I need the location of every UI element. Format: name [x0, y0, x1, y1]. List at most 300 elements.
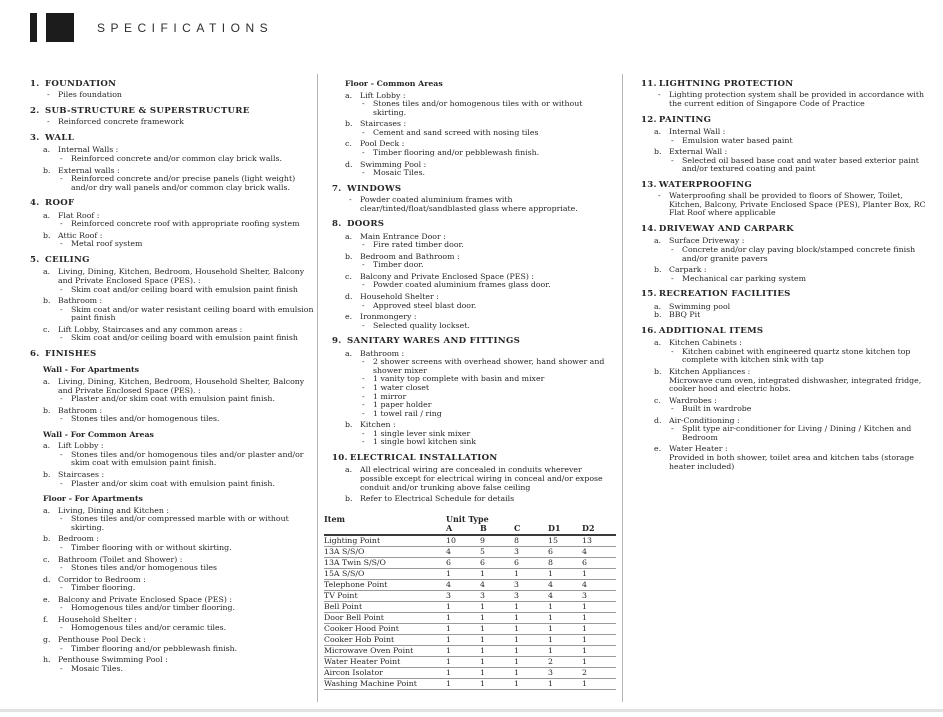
- table-cell: 1: [514, 656, 519, 666]
- table-cell: 15: [548, 535, 558, 545]
- section-number: 3.: [30, 133, 40, 144]
- table-cell: 4: [582, 579, 587, 589]
- item-letter: c.: [345, 271, 352, 281]
- dash-text: Emulsion water based paint: [682, 135, 793, 145]
- section-heading: [30, 199, 314, 208]
- item-letter: c.: [345, 139, 352, 149]
- table-cell: 1: [582, 601, 587, 611]
- table-cell: 3: [548, 667, 553, 677]
- table-cell: 3: [514, 579, 519, 589]
- table-cell: 1: [514, 634, 519, 644]
- table-cell: 1: [582, 568, 587, 578]
- dash-item: [332, 302, 616, 311]
- dash-marker: -: [60, 663, 63, 673]
- section-heading: [641, 80, 930, 89]
- table-cell: 1: [514, 623, 519, 633]
- item-letter: a.: [654, 236, 662, 246]
- item-letter: b.: [345, 494, 353, 504]
- plain-text: Provided in both shower, toilet area and kitchen tabs (storage heater included): [669, 453, 915, 471]
- item-label: Pool Deck :: [360, 139, 405, 149]
- item-letter: b.: [43, 230, 51, 240]
- dash-item: [332, 241, 616, 250]
- dash-marker: -: [671, 404, 674, 414]
- table-cell: 1: [514, 667, 519, 677]
- item-letter: a.: [345, 348, 353, 358]
- section-heading: [30, 256, 314, 265]
- section-heading: [641, 181, 930, 190]
- item-letter: d.: [654, 415, 662, 425]
- item-label: Swimming Pool :: [360, 159, 427, 169]
- section-title: WALL: [45, 133, 75, 144]
- dash-marker: -: [671, 155, 674, 165]
- dash-item: [332, 438, 616, 447]
- table-cell: 1: [582, 645, 587, 655]
- section-number: 10.: [332, 452, 348, 463]
- dash-text: Kitchen cabinet with engineered quartz stone kitchen top complete with kitchen sink with tap: [682, 346, 911, 365]
- table-cell: 1: [480, 612, 485, 622]
- table-row: [324, 679, 616, 690]
- dash-item: [30, 451, 314, 468]
- section-number: 2.: [30, 106, 40, 117]
- table-col-header: C: [514, 522, 521, 533]
- section-number: 16.: [641, 325, 657, 336]
- table-group-header: Unit Type: [446, 513, 489, 524]
- dash-text: Homogenous tiles and/or ceramic tiles.: [71, 623, 227, 633]
- table-cell: 3: [480, 590, 485, 600]
- table-cell: 6: [548, 546, 553, 556]
- section-heading: [641, 290, 930, 299]
- dash-marker: -: [60, 643, 63, 653]
- dash-item: [332, 196, 616, 213]
- dash-item: [30, 220, 314, 229]
- item-label: Swimming pool: [669, 301, 731, 311]
- item-letter: e.: [43, 594, 51, 604]
- column-divider-2: [622, 74, 623, 702]
- section-title: ELECTRICAL INSTALLATION: [349, 452, 498, 463]
- dash-marker: -: [60, 563, 63, 573]
- item-letter: a.: [43, 210, 51, 220]
- dash-marker: -: [362, 320, 365, 330]
- dash-item: [30, 91, 314, 100]
- item-label: Staircases :: [360, 119, 407, 129]
- item-label: Living, Dining and Kitchen :: [58, 505, 170, 515]
- item-label: Penthouse Swimming Pool :: [58, 655, 168, 665]
- table-cell: 1: [446, 601, 451, 611]
- table-cell: 1: [480, 667, 485, 677]
- table-cell: 4: [480, 579, 485, 589]
- letter-item: [332, 466, 616, 492]
- table-cell: 1: [582, 656, 587, 666]
- section-number: 5.: [30, 255, 40, 265]
- table-col-header: D2: [582, 522, 595, 533]
- letter-item: [332, 495, 616, 504]
- item-letter: b.: [654, 366, 662, 376]
- dash-marker: -: [60, 154, 63, 164]
- dash-text: Timber flooring and/or pebblewash finish.: [71, 643, 238, 653]
- letter-item: [30, 378, 314, 395]
- item-letter: c.: [654, 395, 661, 405]
- table-cell: 1: [582, 678, 587, 688]
- section-heading: [332, 454, 616, 463]
- dash-marker: -: [60, 583, 63, 593]
- item-letter: d.: [43, 574, 51, 584]
- table-cell: 13: [582, 535, 592, 545]
- logo-square-block: [46, 13, 74, 42]
- table-cell: 1: [446, 667, 451, 677]
- item-letter: a.: [654, 127, 662, 137]
- dash-item: [30, 624, 314, 633]
- table-cell: 8: [514, 535, 519, 545]
- item-letter: a.: [43, 505, 51, 515]
- dash-item: [641, 91, 930, 108]
- dash-marker: -: [60, 414, 63, 424]
- table-item-cell: 13A Twin S/S/O: [324, 557, 386, 567]
- dash-text: Homogenous tiles and/or timber flooring.: [71, 603, 235, 613]
- table-cell: 6: [582, 557, 587, 567]
- dash-item: [641, 425, 930, 442]
- item-letter: a.: [654, 338, 662, 348]
- table-cell: 1: [446, 634, 451, 644]
- item-letter: b.: [43, 534, 51, 544]
- dash-marker: -: [60, 174, 63, 184]
- table-cell: 1: [480, 601, 485, 611]
- table-item-header: Item: [324, 513, 345, 524]
- table-cell: 6: [514, 557, 519, 567]
- table-col-header: A: [446, 522, 453, 533]
- table-cell: 1: [446, 568, 451, 578]
- dash-marker: -: [47, 117, 50, 127]
- dash-text: Skim coat and/or ceiling board with emulsion paint finish: [71, 333, 298, 343]
- dash-text: Stones tiles and/or compressed marble with or without skirting.: [71, 514, 289, 532]
- item-label: Kitchen Cabinets :: [669, 338, 742, 348]
- dash-marker: -: [362, 382, 365, 392]
- section-title: RECREATION FACILITIES: [658, 289, 791, 300]
- table-item-cell: Microwave Oven Point: [324, 645, 414, 655]
- dash-text: Skim coat and/or ceiling board with emulsion paint finish: [71, 284, 298, 294]
- table-cell: 1: [548, 678, 553, 688]
- section-heading: [641, 225, 930, 234]
- section-title: WINDOWS: [347, 183, 402, 194]
- table-cell: 1: [480, 678, 485, 688]
- table-cell: 1: [480, 623, 485, 633]
- item-label: Household Shelter :: [360, 292, 439, 302]
- dash-text: Built in wardrobe: [682, 404, 752, 414]
- table-col-header: D1: [548, 522, 561, 533]
- item-text: All electrical wiring are concealed in conduits wherever possible except for electrical wiring in conceal and/or expose conduit and/or trunking above false ceiling: [360, 465, 603, 492]
- dash-text: Stones tiles and/or homogenous tiles.: [71, 414, 220, 424]
- dash-marker: -: [362, 280, 365, 290]
- item-letter: d.: [345, 292, 353, 302]
- item-label: Wardrobes :: [669, 395, 717, 405]
- table-item-cell: Washing Machine Point: [324, 678, 417, 688]
- section-title: LIGHTNING PROTECTION: [658, 79, 794, 89]
- dash-marker: -: [671, 273, 674, 283]
- section-number: 1.: [30, 79, 40, 89]
- item-letter: f.: [43, 614, 49, 624]
- item-label: Kitchen Appliances :: [669, 366, 751, 376]
- section-number: 7.: [332, 183, 342, 194]
- dash-item: [641, 137, 930, 146]
- section-number: 15.: [641, 289, 657, 300]
- dash-text: 1 single bowl kitchen sink: [373, 437, 476, 447]
- section-title: FOUNDATION: [45, 79, 117, 89]
- section-title: PAINTING: [658, 114, 712, 125]
- table-header-row: [324, 512, 616, 524]
- dash-text: Concrete and/or clay paving block/stamped concrete finish and/or granite pavers: [682, 245, 916, 263]
- section-title: DRIVEWAY AND CARPARK: [658, 223, 794, 234]
- table-cell: 1: [514, 645, 519, 655]
- table-cell: 9: [480, 535, 485, 545]
- dash-item: [30, 415, 314, 424]
- item-label: Attic Roof :: [58, 230, 103, 240]
- dash-item: [641, 348, 930, 365]
- table-item-cell: TV Point: [324, 590, 358, 600]
- plain-text: Microwave cum oven, integrated dishwasher, integrated fridge, cooker hood and electric hobs.: [669, 375, 922, 394]
- table-item-cell: 15A S/S/O: [324, 568, 365, 578]
- subheading: Floor - Common Areas: [345, 79, 443, 88]
- item-letter: b.: [654, 147, 662, 157]
- dash-marker: -: [362, 357, 365, 367]
- table-cell: 1: [514, 568, 519, 578]
- dash-item: [30, 334, 314, 343]
- section-title: ROOF: [45, 198, 75, 209]
- table-cell: 1: [582, 634, 587, 644]
- item-label: Corridor to Bedroom :: [58, 574, 146, 584]
- section-number: 6.: [30, 348, 40, 359]
- dash-marker: -: [362, 300, 365, 310]
- item-letter: a.: [345, 90, 353, 100]
- dash-item: [30, 584, 314, 593]
- dash-item: [332, 281, 616, 290]
- item-label: Balcony and Private Enclosed Space (PES) :: [58, 594, 232, 604]
- item-letter: a.: [43, 441, 51, 451]
- section-heading: [30, 107, 314, 116]
- table-cell: 1: [480, 645, 485, 655]
- item-label: Living, Dining, Kitchen, Bedroom, Household Shelter, Balcony and Private Enclosed Space (PES). :: [58, 267, 305, 286]
- dash-item: [30, 240, 314, 249]
- letter-item: [30, 268, 314, 285]
- dash-text: Selected oil based base coat and water based exterior paint and/or textured coating and paint: [682, 155, 919, 174]
- item-letter: a.: [43, 145, 51, 155]
- section-title: SANITARY WARES AND FITTINGS: [347, 336, 521, 347]
- dash-item: [332, 322, 616, 331]
- section-number: 11.: [641, 79, 657, 89]
- dash-item: [30, 118, 314, 127]
- table-cell: 6: [446, 557, 451, 567]
- table-cell: 1: [480, 656, 485, 666]
- item-text: Refer to Electrical Schedule for details: [360, 494, 515, 504]
- table-cell: 2: [548, 656, 553, 666]
- dash-text: Metal roof system: [71, 239, 143, 249]
- item-label: Main Entrance Door :: [360, 231, 446, 241]
- table-cell: 3: [582, 590, 587, 600]
- dash-item: [332, 410, 616, 419]
- item-letter: b.: [345, 119, 353, 129]
- dash-text: 2 shower screens with overhead shower, hand shower and shower mixer: [373, 357, 605, 375]
- item-letter: h.: [43, 655, 51, 665]
- table-col-header: B: [480, 522, 487, 533]
- column-divider-1: [317, 74, 318, 702]
- item-label: Ironmongery :: [360, 312, 417, 322]
- dash-item: [641, 192, 930, 218]
- footer-rule: [0, 709, 943, 712]
- dash-text: Timber flooring.: [71, 583, 136, 593]
- table-item-cell: Aircon Isolator: [324, 667, 383, 677]
- dash-text: 1 vanity top complete with basin and mixer: [373, 374, 545, 384]
- item-letter: b.: [43, 470, 51, 480]
- dash-item: [30, 395, 314, 404]
- table-cell: 1: [446, 623, 451, 633]
- dash-marker: -: [60, 449, 63, 459]
- item-letter: a.: [654, 301, 662, 311]
- table-cell: 1: [582, 612, 587, 622]
- dash-item: [30, 480, 314, 489]
- dash-text: 1 water closet: [373, 382, 430, 392]
- dash-item: [30, 665, 314, 674]
- item-letter: b.: [43, 296, 51, 306]
- dash-item: [30, 544, 314, 553]
- dash-marker: -: [60, 394, 63, 404]
- item-letter: a.: [43, 376, 51, 386]
- item-letter: b.: [654, 265, 662, 275]
- dash-text: Lighting protection system shall be provided in accordance with the current edition of Singapore Code of Practice: [669, 90, 925, 109]
- dash-marker: -: [60, 478, 63, 488]
- table-cell: 5: [480, 546, 485, 556]
- item-label: Balcony and Private Enclosed Space (PES) :: [360, 271, 534, 281]
- table-item-cell: Lighting Point: [324, 535, 381, 545]
- dash-item: [332, 358, 616, 375]
- table-cell: 1: [548, 568, 553, 578]
- item-letter: a.: [345, 231, 353, 241]
- dash-marker: -: [362, 374, 365, 384]
- item-label: Kitchen :: [360, 420, 396, 430]
- table-cell: 8: [548, 557, 553, 567]
- table-cell: 1: [446, 645, 451, 655]
- dash-marker: -: [362, 408, 365, 418]
- table-cell: 3: [514, 590, 519, 600]
- dash-text: Powder coated aluminium frames with clear/tinted/float/sandblasted glass where appropriate.: [360, 195, 578, 213]
- dash-marker: -: [671, 424, 674, 434]
- dash-marker: -: [60, 514, 63, 524]
- table-cell: 1: [548, 623, 553, 633]
- section-heading: [641, 327, 930, 336]
- dash-marker: -: [60, 603, 63, 613]
- table-cell: 1: [548, 601, 553, 611]
- dash-text: Approved steel blast door.: [373, 300, 477, 310]
- dash-marker: -: [671, 135, 674, 145]
- table-cell: 4: [446, 546, 451, 556]
- dash-text: 1 paper holder: [373, 400, 432, 410]
- dash-text: Reinforced concrete roof with appropriate roofing system: [71, 219, 300, 229]
- dash-item: [641, 157, 930, 174]
- table-cell: 10: [446, 535, 456, 545]
- item-label: Lift Lobby, Staircases and any common areas :: [58, 324, 243, 334]
- dash-text: Powder coated aluminium frames glass door.: [373, 280, 551, 290]
- section-heading: [332, 185, 616, 194]
- page-title: SPECIFICATIONS: [97, 21, 274, 35]
- dash-marker: -: [60, 239, 63, 249]
- item-label: Internal Walls :: [58, 145, 119, 155]
- dash-marker: -: [60, 333, 63, 343]
- dash-marker: -: [362, 391, 365, 401]
- section-heading: [332, 337, 616, 346]
- item-label: Bathroom :: [58, 405, 103, 415]
- table-item-cell: Door Bell Point: [324, 612, 384, 622]
- section-title: DOORS: [347, 219, 385, 230]
- table-cell: 1: [514, 612, 519, 622]
- item-letter: d.: [345, 159, 353, 169]
- dash-marker: -: [362, 400, 365, 410]
- dash-text: Plaster and/or skim coat with emulsion paint finish.: [71, 394, 275, 404]
- dash-item: [30, 564, 314, 573]
- table-cell: 3: [514, 546, 519, 556]
- table-item-cell: Bell Point: [324, 601, 363, 611]
- item-letter: a.: [43, 267, 51, 277]
- section-heading: [30, 80, 314, 89]
- item-letter: c.: [43, 324, 50, 334]
- dash-item: [30, 286, 314, 295]
- letter-item: [641, 311, 930, 320]
- section-number: 14.: [641, 223, 657, 234]
- dash-text: Stones tiles and/or homogenous tiles with or without skirting.: [373, 99, 583, 117]
- dash-item: [30, 306, 314, 323]
- dash-item: [332, 129, 616, 138]
- dash-item: [332, 169, 616, 178]
- dash-marker: -: [60, 304, 63, 314]
- specs-column-3: [641, 80, 930, 471]
- dash-text: Stones tiles and/or homogenous tiles and/or plaster and/or skim coat with emulsion paint finish.: [71, 449, 304, 468]
- dash-text: Mosaic Tiles.: [373, 168, 425, 178]
- table-cell: 1: [548, 612, 553, 622]
- dash-item: [30, 515, 314, 532]
- section-title: CEILING: [45, 255, 90, 265]
- dash-marker: -: [362, 428, 365, 438]
- dash-marker: -: [362, 240, 365, 250]
- item-label: Penthouse Pool Deck :: [58, 635, 146, 645]
- dash-marker: -: [362, 437, 365, 447]
- table-cell: 1: [548, 634, 553, 644]
- item-label: Flat Roof :: [58, 210, 100, 220]
- specs-column-1: [30, 80, 314, 673]
- item-label: Air-Conditioning :: [669, 415, 740, 425]
- item-letter: b.: [654, 310, 662, 320]
- item-label: Bathroom :: [58, 296, 103, 306]
- table-cell: 4: [548, 590, 553, 600]
- dash-item: [332, 149, 616, 158]
- dash-item: [30, 645, 314, 654]
- item-letter: a.: [345, 465, 353, 475]
- item-label: Bedroom :: [58, 534, 99, 544]
- dash-marker: -: [362, 168, 365, 178]
- dash-marker: -: [349, 195, 352, 205]
- table-item-cell: Telephone Point: [324, 579, 388, 589]
- dash-text: Split type air-conditioner for Living / Dining / Kitchen and Bedroom: [682, 424, 912, 442]
- dash-text: Stones tiles and/or homogenous tiles: [71, 563, 218, 573]
- item-letter: b.: [43, 165, 51, 175]
- dash-text: Selected quality lockset.: [373, 320, 470, 330]
- item-label: Staircases :: [58, 470, 105, 480]
- subheading: Wall - For Common Areas: [43, 429, 154, 439]
- section-number: 4.: [30, 198, 40, 209]
- dash-text: Reinforced concrete and/or precise panels (light weight) and/or dry wall panels and/or common clay brick walls.: [71, 174, 296, 192]
- dash-text: Mosaic Tiles.: [71, 663, 123, 673]
- item-label: Water Heater :: [669, 444, 728, 454]
- dash-text: Timber door.: [373, 260, 424, 270]
- item-label: Bedroom and Bathroom :: [360, 251, 460, 261]
- item-label: External walls :: [58, 165, 120, 175]
- item-letter: b.: [43, 405, 51, 415]
- section-heading: [30, 350, 314, 359]
